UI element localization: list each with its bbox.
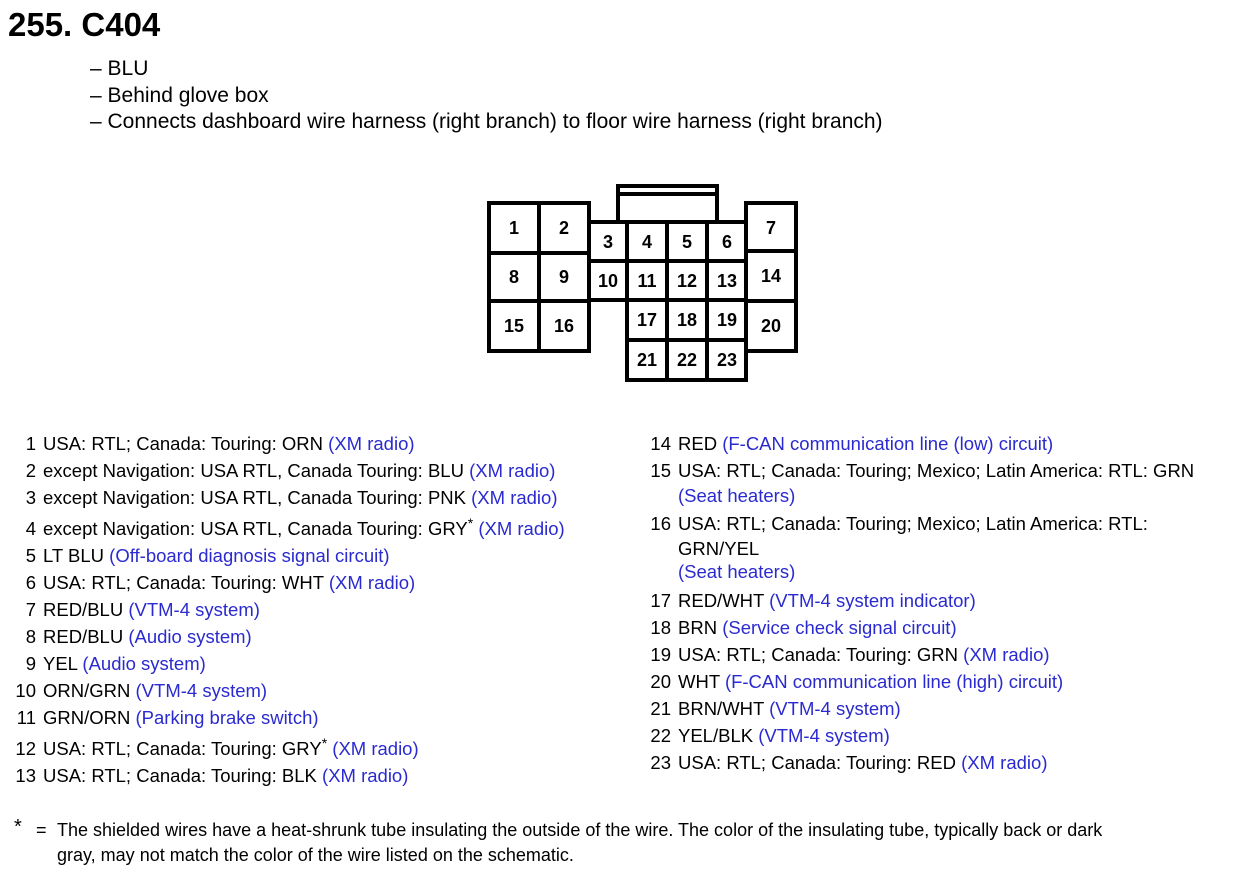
pin-row-15 [643,457,1253,484]
pin-wire: USA: RTL; Canada: Touring: BLK [43,765,317,786]
pin-wire: GRN/ORN [43,707,131,728]
pin-row-9 [8,650,628,677]
pin-number: 4 [25,518,36,539]
pin-wire: WHT [678,670,720,692]
pin-row-16-circuit [643,560,1253,584]
pin-row-11 [8,704,628,731]
pin-number: 22 [650,724,671,746]
pin-row-13 [8,762,628,789]
pin-wire: USA: RTL; Canada: Touring: GRN [678,643,959,665]
pin-row-14 [643,430,1253,457]
cavity-label-23: 23 [716,350,738,370]
pin-wire: except Navigation: USA RTL, Canada Touring: PNK [43,487,466,508]
pin-wire: BRN [678,616,718,638]
pin-wire: BRN/WHT [678,697,764,719]
cavity-label-22: 22 [676,350,698,370]
pin-row-6 [8,569,628,596]
pin-circuit: (XM radio) [961,751,1048,773]
pin-circuit: (F-CAN communication line (high) circuit) [724,670,1064,692]
pin-wire: RED/WHT [678,589,764,611]
pin-wire: RED [678,433,718,454]
cavity-label-13: 13 [716,271,738,291]
cavity-label-7: 7 [765,218,777,238]
pin-circuit: (VTM-4 system) [128,599,260,620]
connector-location: – Behind glove box [90,83,269,107]
pin-circuit: (Parking brake switch) [135,707,319,728]
cavity-label-15: 15 [503,316,525,336]
cavity-label-6: 6 [721,232,733,252]
pin-number: 23 [650,751,671,773]
pin-number: 13 [15,765,36,786]
pin-wire: USA: RTL; Canada: Touring: ORN [43,433,324,454]
cavity-label-18: 18 [676,310,698,330]
pin-circuit: (XM radio) [322,765,409,786]
pin-row-23 [643,749,1253,776]
pin-wire: YEL [43,653,78,674]
pin-row-10 [8,677,628,704]
cavity-label-19: 19 [716,310,738,330]
pin-circuit: (XM radio) [471,487,558,508]
pin-wire: USA: RTL; Canada: Touring: WHT [43,572,324,593]
pin-circuit: (F-CAN communication line (low) circuit) [722,433,1054,454]
pin-circuit: (XM radio) [478,518,565,539]
pin-wire: USA: RTL; Canada: Touring; Mexico; Latin America: RTL: GRN [678,460,1195,481]
pin-row-18 [643,614,1253,641]
cavity-label-12: 12 [676,271,698,291]
pin-circuit: (XM radio) [328,572,416,593]
pin-circuit: (Seat heaters) [678,561,796,582]
pin-number: 18 [650,616,671,638]
cavity-label-10: 10 [597,271,619,291]
pin-number: 1 [25,433,36,454]
pin-wire-continued: GRN/YEL [678,537,760,559]
cavity-label-3: 3 [602,232,614,252]
pin-number: 17 [650,589,671,611]
pin-number: 11 [16,707,36,728]
pin-row-1 [8,430,628,457]
page-title: 255. C404 [8,6,161,43]
pin-number: 2 [25,460,36,481]
pin-number: 14 [650,433,671,454]
pin-number: 8 [25,626,36,647]
pin-wire: USA: RTL; Canada: Touring: RED [678,751,956,773]
pin-row-21 [643,695,1253,722]
pin-row-17 [643,584,1253,614]
pin-row-16-wire-cont [643,537,1253,561]
pin-row-2 [8,457,628,484]
pin-wire: USA: RTL; Canada: Touring; Mexico; Latin America: RTL: [678,512,1148,534]
pin-wire: RED/BLU [43,626,124,647]
pin-list-right [643,430,1253,776]
pin-circuit: (Off-board diagnosis signal circuit) [109,545,390,566]
connector-face-diagram [0,0,1254,420]
pin-row-22 [643,722,1253,749]
pin-list-left [8,430,628,789]
pin-circuit: (XM radio) [332,738,419,759]
pin-row-15-circuit [643,484,1253,508]
pin-wire: RED/BLU [43,599,124,620]
pin-number: 15 [650,460,671,481]
pin-circuit: (VTM-4 system) [769,697,901,719]
cavity-label-2: 2 [558,218,570,238]
pin-circuit: (Audio system) [128,626,252,647]
footnote-line-2: gray, may not match the color of the wire listed on the schematic. [57,845,574,865]
cavity-label-4: 4 [641,232,653,252]
shield-asterisk: * [467,515,474,531]
pin-wire: YEL/BLK [678,724,754,746]
cavity-label-11: 11 [637,271,657,291]
footnote-line-1: The shielded wires have a heat-shrunk tube insulating the outside of the wire. The color of the insulating tube, typically back or dark [57,820,1103,840]
footnote-equals: = [36,820,47,840]
cavity-label-9: 9 [558,267,570,287]
pin-circuit: (VTM-4 system) [758,724,890,746]
pin-number: 6 [25,572,36,593]
pin-row-12 [8,731,628,762]
pin-number: 12 [15,738,36,759]
pin-row-19 [643,641,1253,668]
pin-row-8 [8,623,628,650]
pin-wire: LT BLU [43,545,105,566]
pin-circuit: (XM radio) [963,643,1050,665]
pin-number: 7 [25,599,36,620]
pin-circuit: (Audio system) [82,653,206,674]
cavity-label-8: 8 [508,267,520,287]
pin-wire: except Navigation: USA RTL, Canada Touring: BLU [43,460,464,481]
pin-number: 20 [650,670,671,692]
pin-circuit: (XM radio) [469,460,556,481]
connector-latch [618,186,717,222]
footnote-asterisk: * [14,816,22,838]
pin-wire: ORN/GRN [43,680,131,701]
cavity-label-1: 1 [508,218,520,238]
cavity-label-21: 21 [636,350,658,370]
pin-circuit: (VTM-4 system) [135,680,268,701]
pin-row-5 [8,542,628,569]
pin-number: 5 [25,545,36,566]
pin-wire: except Navigation: USA RTL, Canada Touring: GRY [43,518,468,539]
pin-row-16 [643,508,1253,537]
connector-connects: – Connects dashboard wire harness (right branch) to floor wire harness (right branch) [90,110,883,133]
pin-row-4 [8,511,628,542]
pin-number: 19 [650,643,671,665]
shield-asterisk: * [321,735,328,751]
cavity-label-14: 14 [760,266,782,286]
pin-circuit: (XM radio) [328,433,415,454]
pin-row-7 [8,596,628,623]
pin-circuit: (Seat heaters) [678,485,796,506]
cavity-label-20: 20 [760,316,782,336]
connector-color: – BLU [90,57,149,80]
pin-number: 9 [25,653,36,674]
cavity-label-5: 5 [681,232,693,252]
pin-row-3 [8,484,628,511]
pin-row-20 [643,668,1253,695]
pin-number: 16 [650,512,671,534]
pin-number: 3 [25,487,36,508]
pin-circuit: (VTM-4 system indicator) [769,589,976,611]
cavity-label-16: 16 [553,316,575,336]
pin-number: 21 [650,697,671,719]
pin-circuit: (Service check signal circuit) [722,616,957,638]
cavity-label-17: 17 [636,310,658,330]
pin-wire: USA: RTL; Canada: Touring: GRY [43,738,322,759]
pin-number: 10 [15,680,36,701]
